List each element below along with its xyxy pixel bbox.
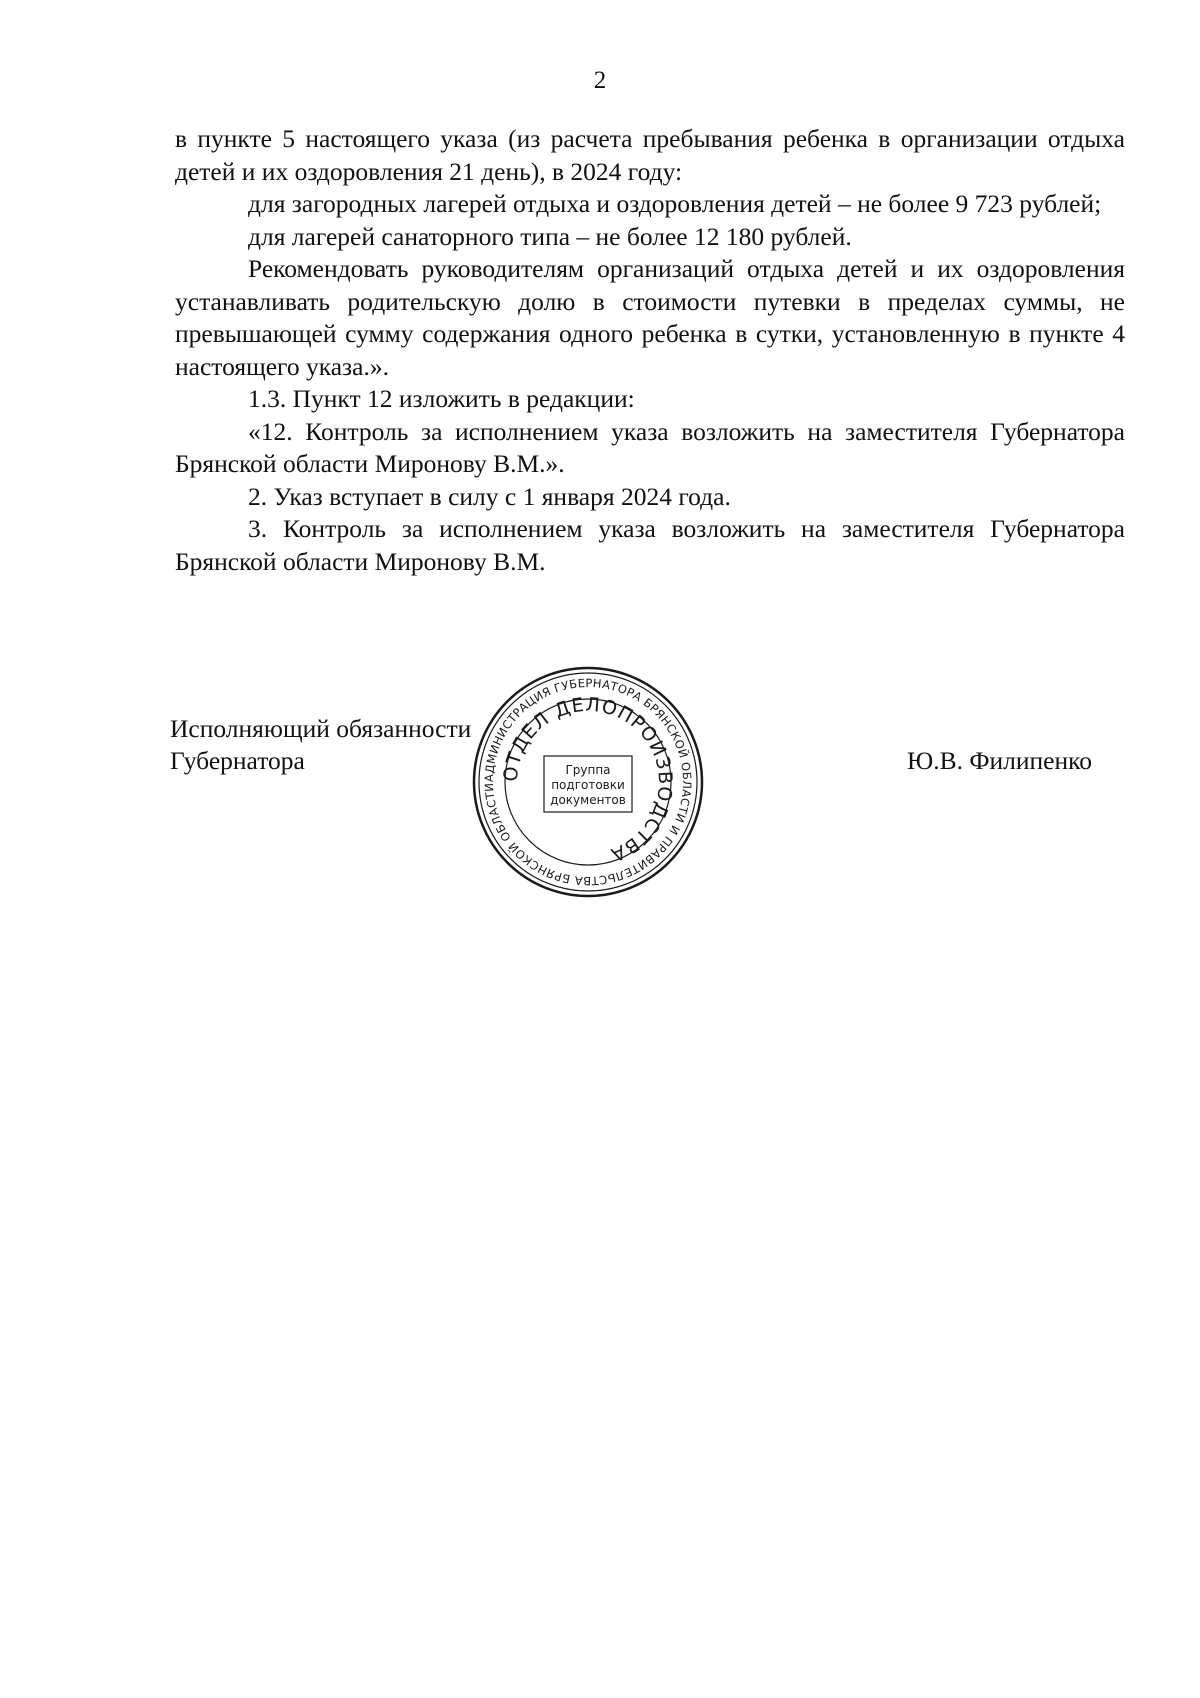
seal-center-line3: документов — [550, 793, 626, 807]
signature-title — [170, 713, 471, 777]
signature-name: Ю.В. Филипенко — [907, 746, 1092, 775]
paragraph-recommendation: Рекомендовать руководителям организаций отдыха детей и их оздоровления устанавливать родительскую долю в стоимости путевки в пределах суммы, не превышающей сумму содержания одного ребенка в сутки, установленную в пункте 4 настоящего указа.». — [175, 254, 1125, 381]
seal-outer-ring-text: АДМИНИСТРАЦИЯ ГУБЕРНАТОРА БРЯНСКОЙ ОБЛАСТИ И ПРАВИТЕЛЬСТВА БРЯНСКОЙ ОБЛАСТИ ✱ — [467, 655, 695, 889]
signature-title-line1: Исполняющий обязанности — [170, 714, 472, 743]
official-seal — [467, 655, 704, 898]
page-number: 2 — [593, 67, 607, 94]
signature-title-line2: Губернатора — [170, 746, 305, 775]
paragraph-sanatorium-camps: для лагерей санаторного типа – не более 12 180 рублей. — [248, 221, 852, 251]
paragraph-country-camps: для загородных лагерей отдыха и оздоровления детей – не более 9 723 рублей; — [248, 189, 1102, 218]
paragraph-continuation: в пункте 5 настоящего указа (из расчета пребывания ребенка в организации отдыха детей и их оздоровления 21 день), в 2024 году: — [175, 124, 1125, 186]
seal-center-line1: Группа — [565, 763, 611, 777]
seal-graphic — [467, 655, 704, 898]
seal-inner-ring-text: ОТДЕЛ ДЕЛОПРОИЗВОДСТВА — [499, 693, 677, 866]
seal-center-line2: подготовки — [551, 778, 625, 792]
document-body — [175, 123, 1125, 578]
paragraph-item-12: «12. Контроль за исполнением указа возложить на заместителя Губернатора Брянской области Миронову В.М.». — [175, 416, 1125, 478]
paragraph-item-2: 2. Указ вступает в силу с 1 января 2024 года. — [248, 481, 731, 511]
paragraph-item-1-3: 1.3. Пункт 12 изложить в редакции: — [248, 384, 635, 413]
paragraph-item-3: 3. Контроль за исполнением указа возложить на заместителя Губернатора Брянской области Миронову В.М. — [175, 514, 1125, 576]
